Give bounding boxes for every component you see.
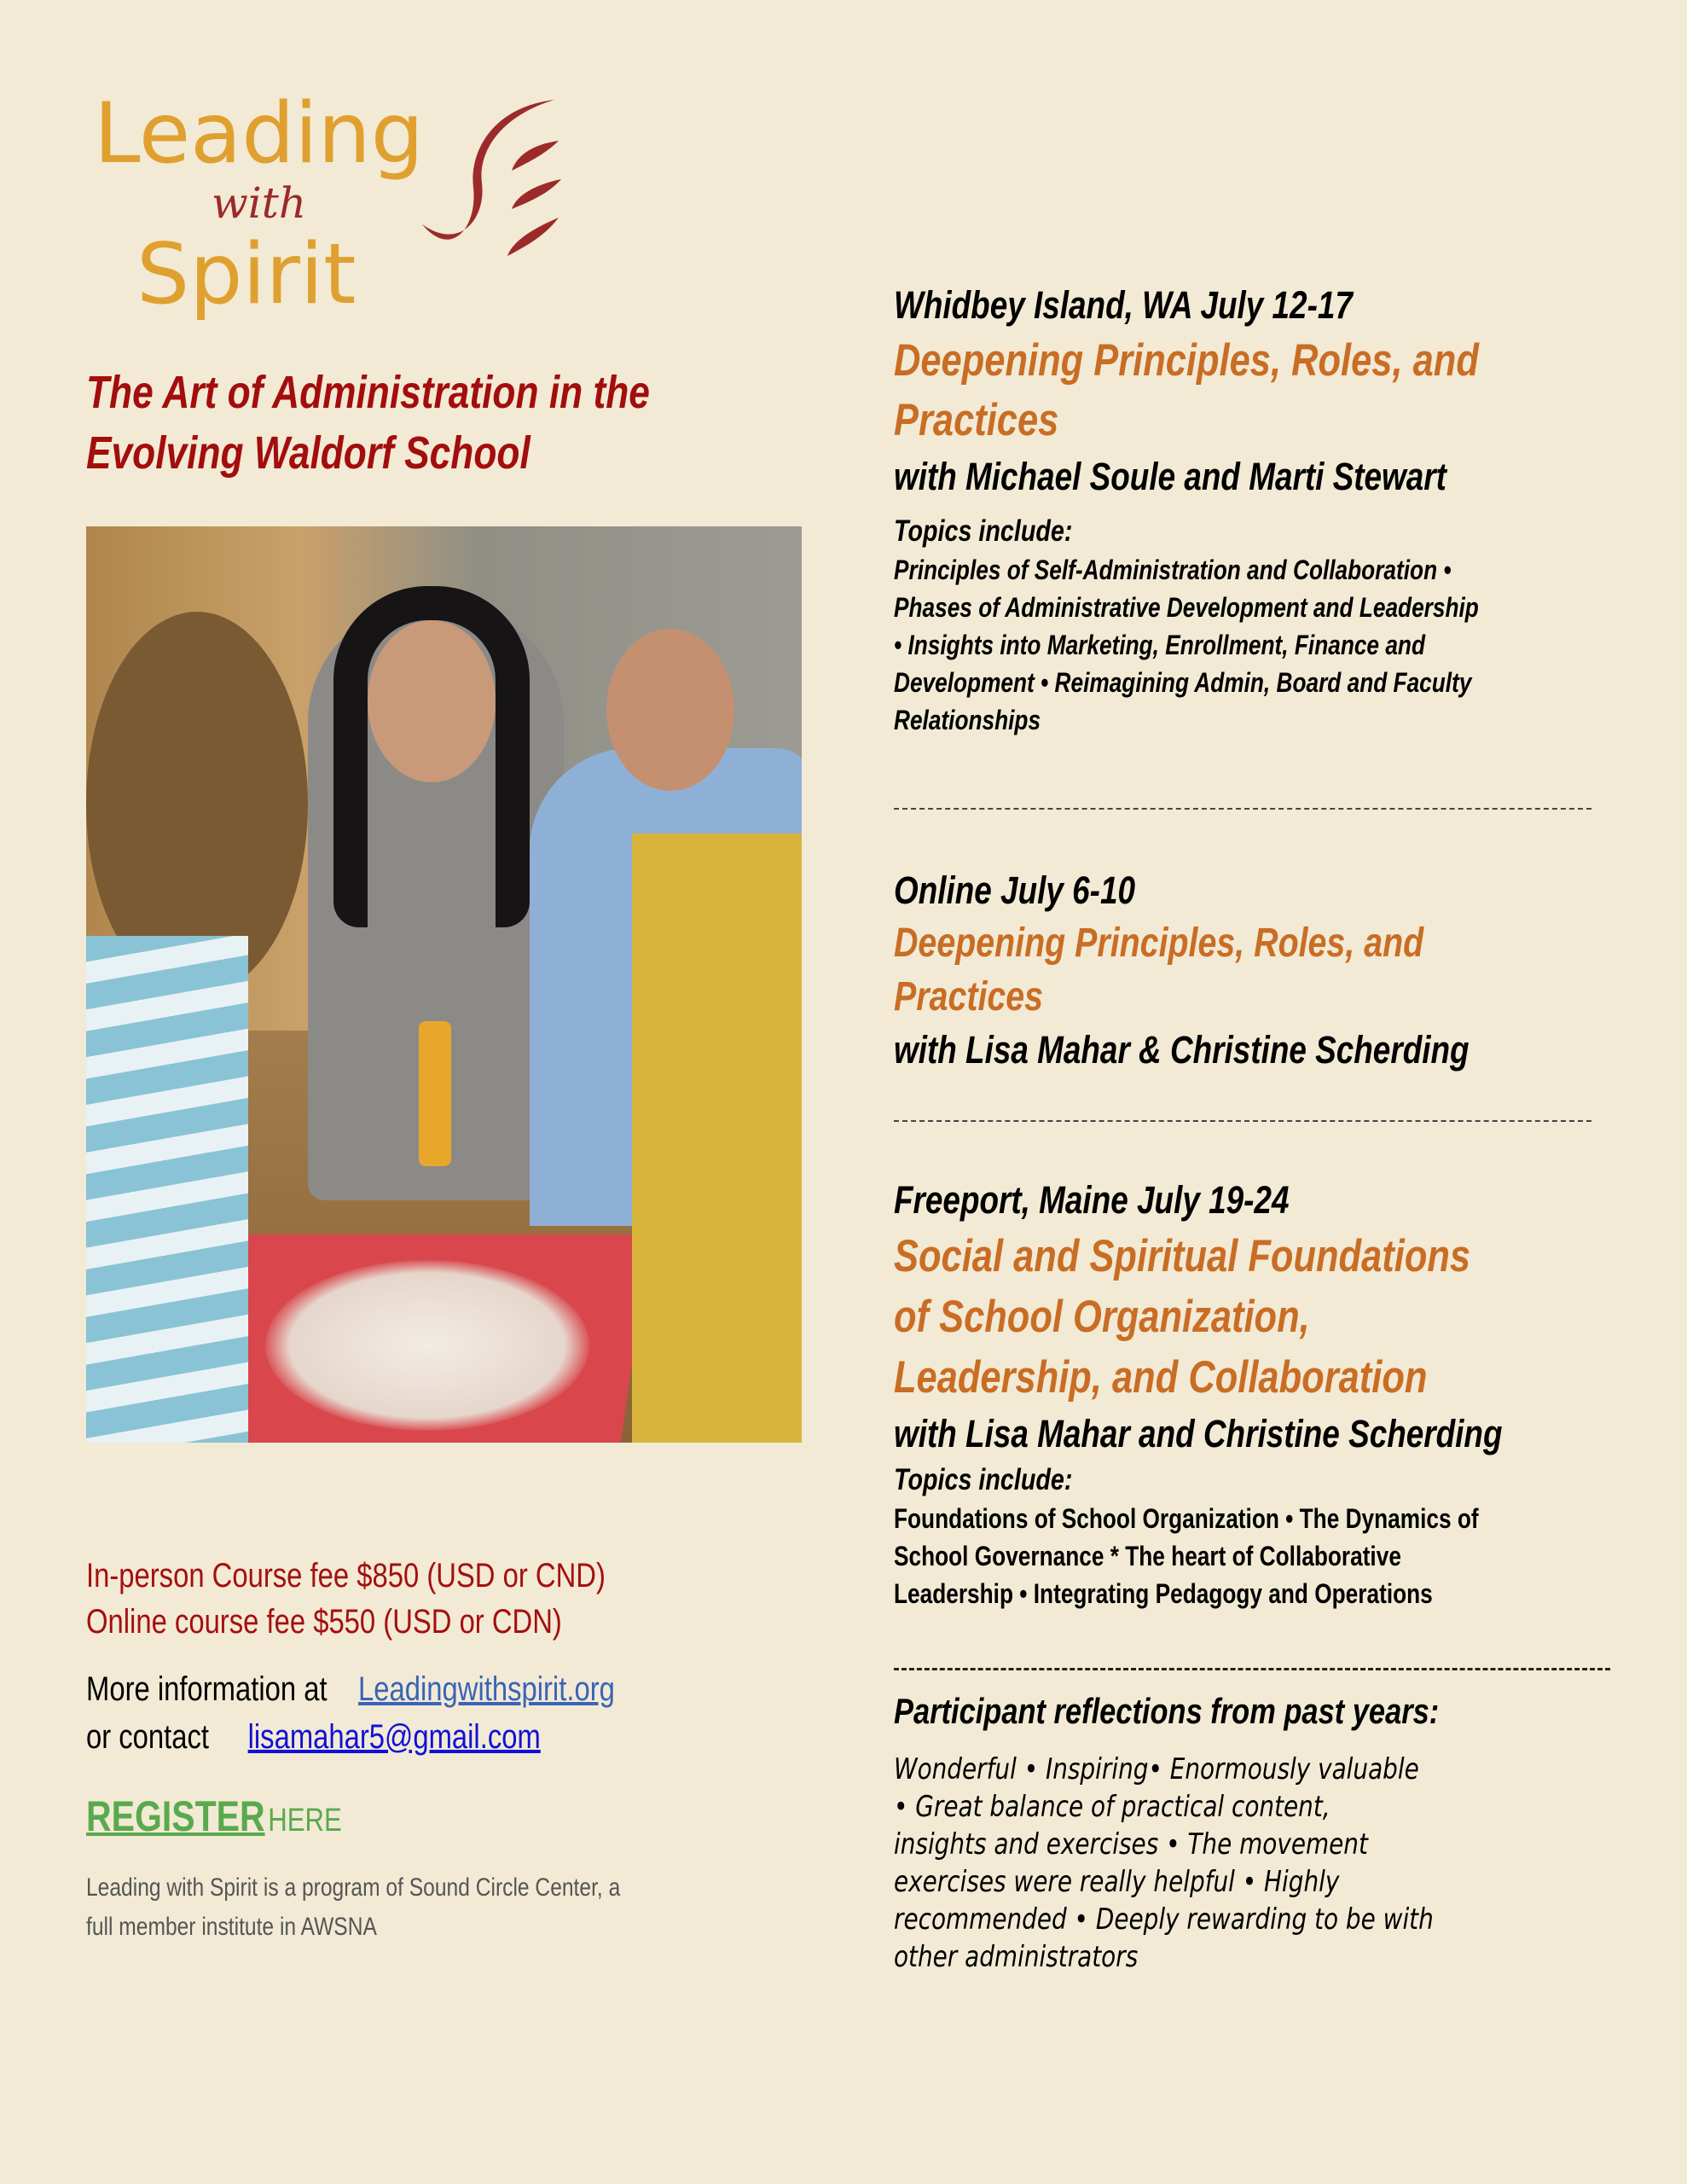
course-title: Leadership, and Collaboration — [894, 1352, 1428, 1403]
logo-text-leading: Leading — [94, 90, 424, 183]
course-title: Practices — [894, 395, 1059, 445]
program-title-line: The Art of Administration in the — [86, 367, 650, 418]
course-online — [894, 865, 1470, 1077]
section-divider — [894, 1120, 1591, 1122]
course-freeport — [894, 1175, 1503, 1612]
course-title: Practices — [894, 974, 1044, 1019]
course-title: Deepening Principles, Roles, and — [894, 335, 1479, 386]
reflection-line: Wonderful • Inspiring• Enormously valuable — [894, 1752, 1419, 1786]
topics-label: Topics include: — [894, 1463, 1073, 1496]
reflection-line: other administrators — [894, 1940, 1139, 1974]
course-title: of School Organization, — [894, 1292, 1310, 1342]
reflection-line: exercises were really helpful • Highly — [894, 1865, 1340, 1899]
course-instructors: with Lisa Mahar & Christine Scherding — [894, 1028, 1470, 1072]
topic-line: Development • Reimagining Admin, Board and Faculty — [894, 667, 1472, 698]
section-divider — [894, 1668, 1610, 1670]
topic-line: Leadership • Integrating Pedagogy and Operations — [894, 1578, 1433, 1609]
more-information — [86, 1665, 615, 1761]
register-label[interactable]: REGISTER — [86, 1792, 265, 1840]
program-note-line: Leading with Spirit is a program of Sound Circle Center, a — [86, 1873, 621, 1902]
flame-swirl-icon — [422, 100, 561, 256]
online-fee: Online course fee $550 (USD or CDN) — [86, 1603, 562, 1641]
email-link[interactable]: lisamahar5@gmail.com — [247, 1718, 541, 1756]
course-instructors: with Lisa Mahar and Christine Scherding — [894, 1412, 1503, 1455]
course-whidbey — [894, 280, 1479, 739]
topics-label: Topics include: — [894, 514, 1073, 548]
reflection-line: recommended • Deeply rewarding to be with — [894, 1902, 1434, 1937]
program-note — [86, 1868, 620, 1947]
program-note-line: full member institute in AWSNA — [86, 1913, 377, 1941]
course-fees — [86, 1553, 606, 1645]
contact-label: or contact — [86, 1718, 210, 1756]
register-link[interactable] — [86, 1792, 342, 1841]
logo-text-with: with — [212, 178, 307, 228]
course-location: Freeport, Maine July 19-24 — [894, 1178, 1290, 1222]
topic-line: Phases of Administrative Development and Leadership — [894, 592, 1479, 623]
reflection-line: • Great balance of practical content, — [894, 1790, 1330, 1824]
in-person-fee: In-person Course fee $850 (USD or CND) — [86, 1557, 606, 1594]
course-instructors: with Michael Soule and Marti Stewart — [894, 455, 1446, 498]
section-divider — [894, 808, 1591, 810]
course-title: Social and Spiritual Foundations — [894, 1231, 1471, 1281]
reflections-heading: Participant reflections from past years: — [894, 1691, 1440, 1731]
topic-line: Relationships — [894, 705, 1041, 735]
reflection-line: insights and exercises • The movement — [894, 1827, 1368, 1862]
course-location: Online July 6-10 — [894, 868, 1136, 912]
leading-with-spirit-logo — [94, 90, 571, 320]
register-here-label[interactable]: HERE — [268, 1803, 342, 1838]
course-location: Whidbey Island, WA July 12-17 — [894, 283, 1353, 327]
participant-reflections — [894, 1686, 1439, 1976]
topic-line: School Governance * The heart of Collaborative — [894, 1541, 1401, 1571]
program-title-line: Evolving Waldorf School — [86, 427, 530, 479]
course-title: Deepening Principles, Roles, and — [894, 921, 1424, 966]
more-info-label: More information at — [86, 1670, 328, 1708]
logo-text-spirit: Spirit — [136, 226, 357, 320]
topic-line: • Insights into Marketing, Enrollment, Finance and — [894, 630, 1425, 660]
topic-line: Foundations of School Organization • The Dynamics of — [894, 1503, 1479, 1534]
website-link[interactable]: Leadingwithspirit.org — [358, 1670, 615, 1708]
program-title — [86, 363, 650, 484]
workshop-photo — [86, 526, 802, 1443]
topic-line: Principles of Self-Administration and Collaboration • — [894, 555, 1452, 585]
